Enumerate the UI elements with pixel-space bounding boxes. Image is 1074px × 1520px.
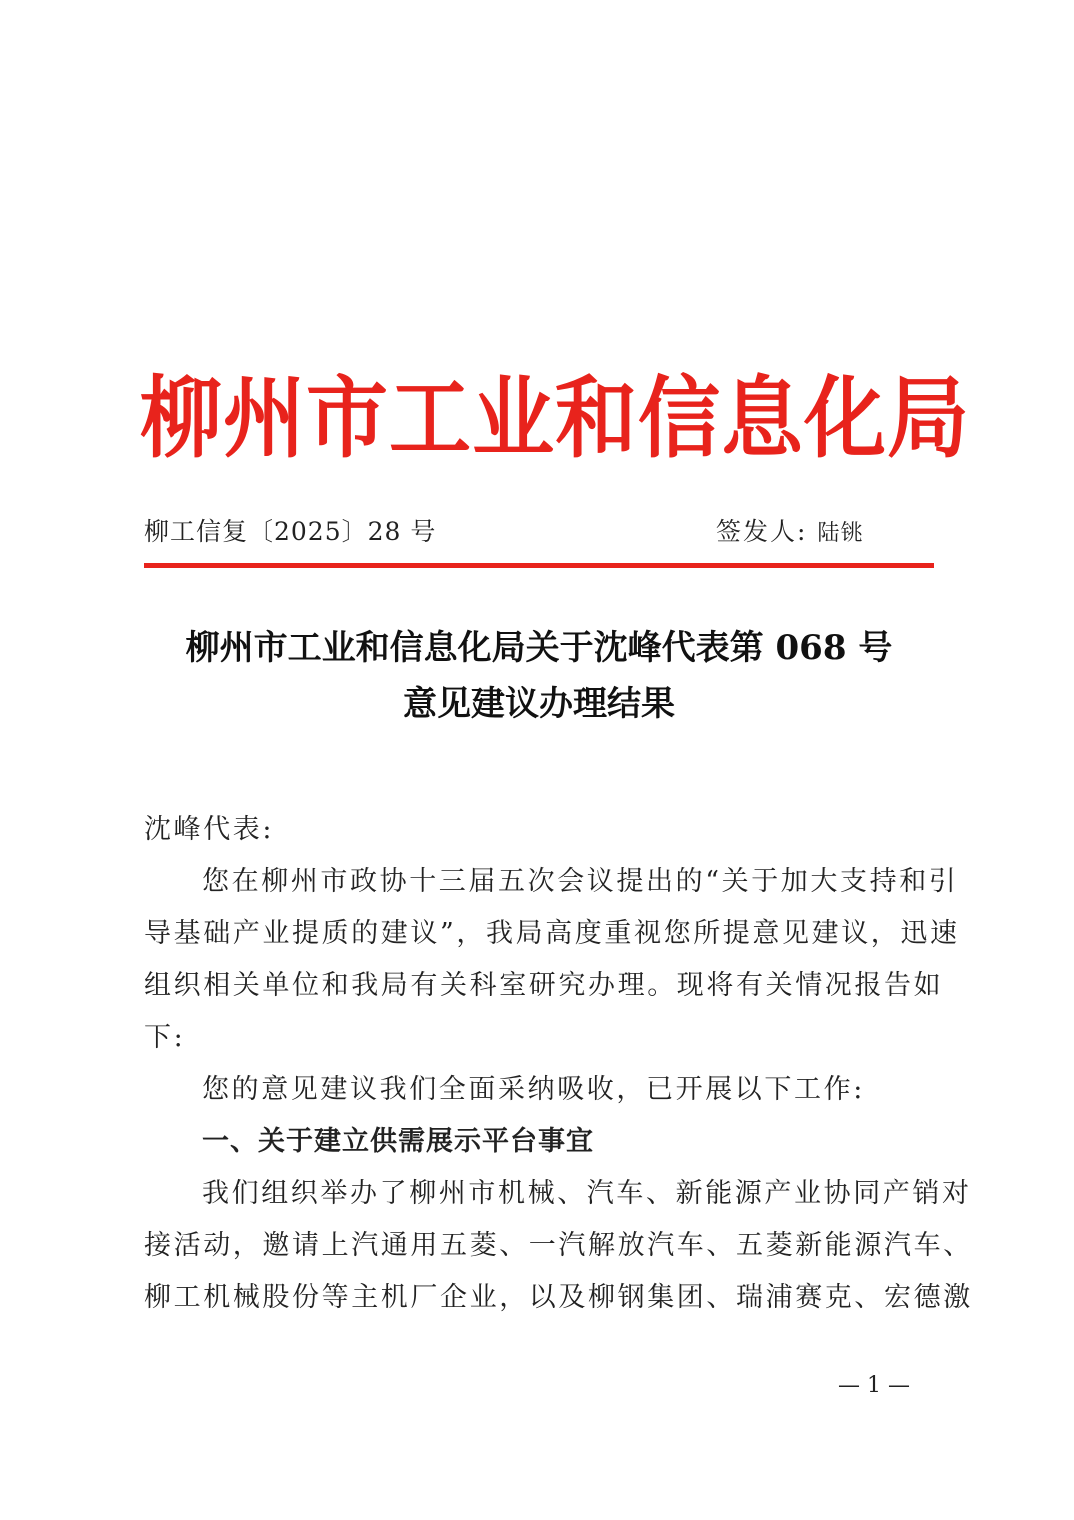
document-body [144,804,973,1324]
signer-label: 签发人: [716,517,808,546]
title-line-2: 意见建议办理结果 [403,684,675,724]
paragraph-3-line-1: 我们组织举办了柳州市机械、汽车、新能源产业协同产销对 [202,1178,972,1209]
paragraph-1-line-4: 下: [144,1022,186,1053]
paragraph-1-line-2: 导基础产业提质的建议”，我局高度重视您所提意见建议，迅速 [144,918,960,949]
paragraph-3-line-2: 接活动，邀请上汽通用五菱、一汽解放汽车、五菱新能源汽车、 [144,1230,973,1261]
document-title [144,620,934,732]
paragraph-3-line-3: 柳工机械股份等主机厂企业，以及柳钢集团、瑞浦赛克、宏德激 [144,1282,973,1313]
agency-masthead: 柳州市工业和信息化局 [140,367,971,471]
title-line-1: 柳州市工业和信息化局关于沈峰代表第 068 号 [185,628,893,668]
document-info-line [144,512,934,552]
paragraph-2: 您的意见建议我们全面采纳吸收，已开展以下工作: [202,1074,865,1105]
section-1-heading: 一、关于建立供需展示平台事宜 [202,1126,594,1157]
salutation: 沈峰代表: [144,814,275,845]
red-divider-rule [144,563,934,568]
signer-block [716,512,863,554]
signer-name: 陆铫 [817,521,864,546]
page-number: — 1 — [838,1373,910,1398]
paragraph-1-line-3: 组织相关单位和我局有关科室研究办理。现将有关情况报告如 [144,970,944,1001]
paragraph-1-line-1: 您在柳州市政协十三届五次会议提出的“关于加大支持和引 [202,866,959,897]
document-number: 柳工信复〔2025〕28 号 [144,517,437,546]
